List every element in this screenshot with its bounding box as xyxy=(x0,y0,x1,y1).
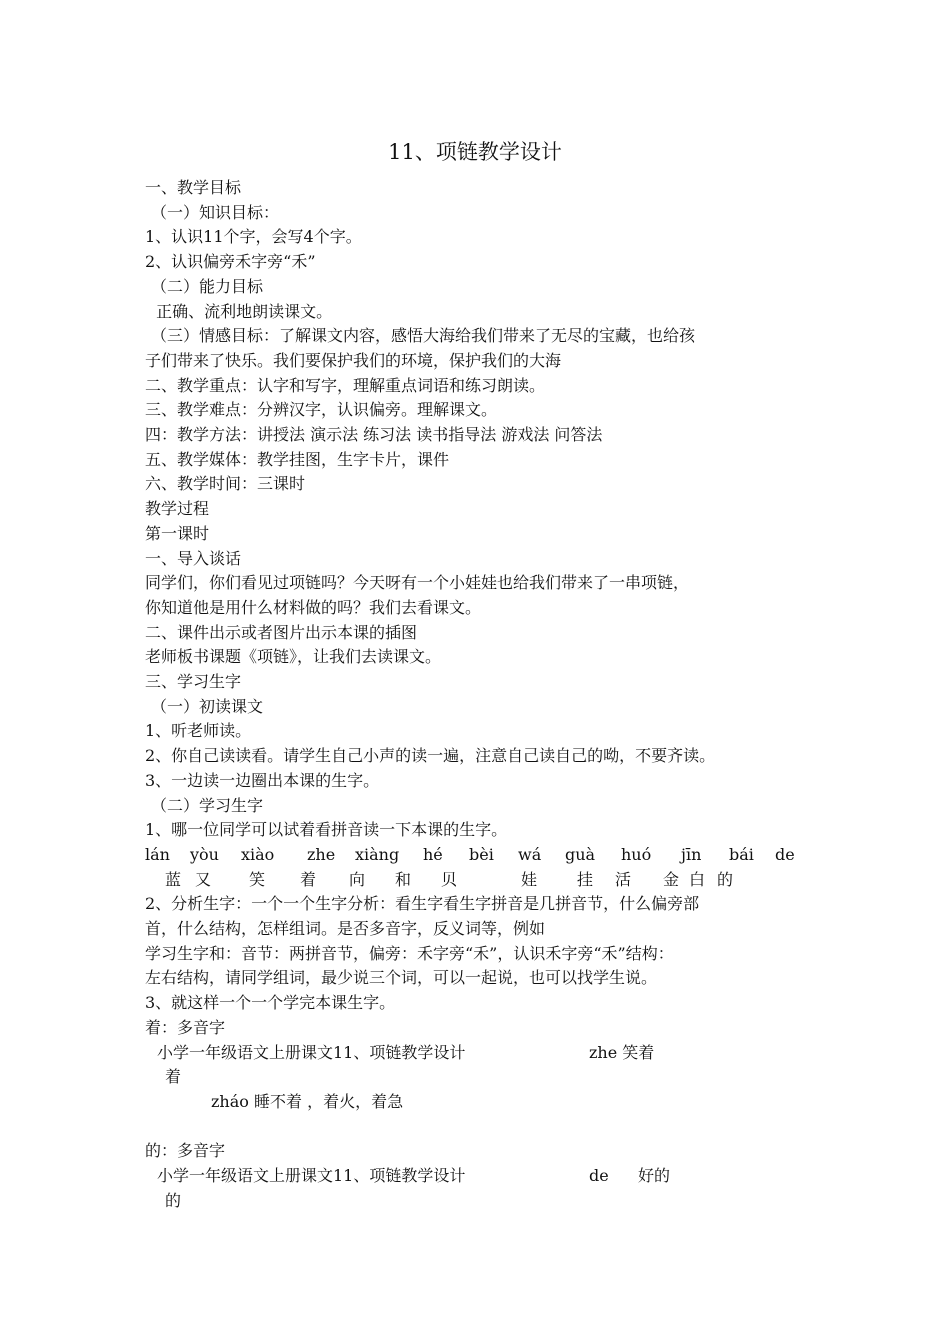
text-line: 左右结构，请同学组词，最少说三个词，可以一起说，也可以找学生说。 xyxy=(145,968,658,988)
reading-zhe: zhe 笑着 xyxy=(589,1042,655,1062)
pinyin-syllable: xiàng xyxy=(355,844,400,864)
text-line: 2、认识偏旁禾字旁“禾” xyxy=(145,252,316,272)
text-line: （三）情感目标：了解课文内容，感悟大海给我们带来了无尽的宝藏，也给孩 xyxy=(151,326,696,346)
pinyin-syllable: xiào xyxy=(241,844,275,864)
text-line: 着：多音字 xyxy=(145,1017,226,1037)
text-line: 五、教学媒体：教学挂图，生字卡片，课件 xyxy=(145,449,450,469)
pinyin-syllable: lán xyxy=(145,844,170,864)
reading-de: de xyxy=(589,1166,609,1186)
header-note: 小学一年级语文上册课文11、项链教学设计 xyxy=(157,1166,466,1186)
hanzi-char: 蓝 xyxy=(165,869,182,889)
document-body xyxy=(145,176,825,1213)
polyphone-de-char-row xyxy=(145,1189,825,1214)
pinyin-row xyxy=(145,843,825,868)
pinyin-syllable: de xyxy=(775,844,795,864)
polyphone-zhao-row xyxy=(145,1090,825,1115)
text-line: 的：多音字 xyxy=(145,1141,226,1161)
hanzi-char: 贝 xyxy=(441,869,458,889)
text-line: 三、教学难点：分辨汉字，认识偏旁。理解课文。 xyxy=(145,400,498,420)
text-line: 1、哪一位同学可以试着看拼音读一下本课的生字。 xyxy=(145,820,508,840)
pinyin-syllable: bái xyxy=(729,844,754,864)
hanzi-char: 笑 xyxy=(249,869,266,889)
text-line: 2、你自己读读看。请学生自己小声的读一遍，注意自己读自己的呦，不要齐读。 xyxy=(145,746,716,766)
page-title: 11、项链教学设计 xyxy=(388,140,562,164)
blank-line xyxy=(145,1115,825,1140)
section-heading: 教学过程 xyxy=(145,499,210,519)
pinyin-syllable: yòu xyxy=(190,844,219,864)
pinyin-syllable: zhe xyxy=(307,844,336,864)
text-line: （二）学习生字 xyxy=(151,795,264,815)
pinyin-syllable: wá xyxy=(518,844,542,864)
text-line: 六、教学时间：三课时 xyxy=(145,474,306,494)
text-line: 老师板书课题《项链》，让我们去读课文。 xyxy=(145,647,442,667)
polyphone-de-row xyxy=(145,1164,825,1189)
text-line: 子们带来了快乐。我们要保护我们的环境，保护我们的大海 xyxy=(145,350,562,370)
text-line: 一、教学目标 xyxy=(145,178,242,197)
text-line: 一、导入谈话 xyxy=(145,548,242,568)
hanzi-char: 着 xyxy=(300,869,317,889)
hanzi-row xyxy=(145,868,825,893)
pinyin-syllable: jīn xyxy=(681,844,702,864)
text-line: 四：教学方法：讲授法 演示法 练习法 读书指导法 游戏法 问答法 xyxy=(145,425,603,445)
text-line: （一）初读课文 xyxy=(151,696,264,716)
hanzi-char: 向 xyxy=(349,869,366,889)
text-line: （一）知识目标： xyxy=(151,202,280,222)
text-line: 首，什么结构，怎样组词。是否多音字，反义词等，例如 xyxy=(145,919,546,939)
text-line: 2、分析生字：一个一个生字分析：看生字看生字拼音是几拼音节，什么偏旁部 xyxy=(145,894,700,914)
pinyin-syllable: bèi xyxy=(469,844,494,864)
text-line: （二）能力目标 xyxy=(151,276,264,296)
polyphone-char: 着 xyxy=(165,1067,182,1087)
reading-zhao: zháo 睡不着 ，着火，着急 xyxy=(211,1091,404,1111)
reading-de-word: 好的 xyxy=(638,1166,671,1186)
hanzi-char: 和 xyxy=(395,869,412,889)
hanzi-char: 白 xyxy=(689,869,706,889)
text-line: 三、学习生字 xyxy=(145,672,242,692)
text-line: 同学们，你们看见过项链吗？今天呀有一个小娃娃也给我们带来了一串项链， xyxy=(145,573,690,593)
pinyin-syllable: guà xyxy=(565,844,596,864)
text-line: 1、认识11个字，会写4个字。 xyxy=(145,227,362,247)
polyphone-zhe-row xyxy=(145,1041,825,1066)
hanzi-char: 挂 xyxy=(577,869,594,889)
hanzi-char: 金 xyxy=(663,869,680,889)
polyphone-zhe-char-row xyxy=(145,1065,825,1090)
pinyin-syllable: huó xyxy=(621,844,652,864)
text-line: 3、一边读一边圈出本课的生字。 xyxy=(145,770,380,790)
hanzi-char: 的 xyxy=(717,869,734,889)
text-line: 3、就这样一个一个学完本课生字。 xyxy=(145,993,396,1013)
header-note: 小学一年级语文上册课文11、项链教学设计 xyxy=(157,1042,466,1062)
hanzi-char: 娃 xyxy=(521,869,538,889)
text-line: 二、教学重点：认字和写字，理解重点词语和练习朗读。 xyxy=(145,375,546,395)
section-heading: 第一课时 xyxy=(145,523,210,543)
pinyin-syllable: hé xyxy=(423,844,443,864)
text-line: 1、听老师读。 xyxy=(145,721,252,741)
polyphone-char: 的 xyxy=(165,1190,182,1210)
hanzi-char: 又 xyxy=(195,869,212,889)
text-line: 你知道他是用什么材料做的吗？我们去看课文。 xyxy=(145,597,482,617)
text-line: 正确、流利地朗读课文。 xyxy=(151,301,333,321)
text-line: 二、课件出示或者图片出示本课的插图 xyxy=(145,622,418,642)
hanzi-char: 活 xyxy=(615,869,632,889)
text-line: 学习生字和：音节：两拼音节，偏旁：禾字旁“禾”，认识禾字旁“禾”结构： xyxy=(145,943,674,963)
